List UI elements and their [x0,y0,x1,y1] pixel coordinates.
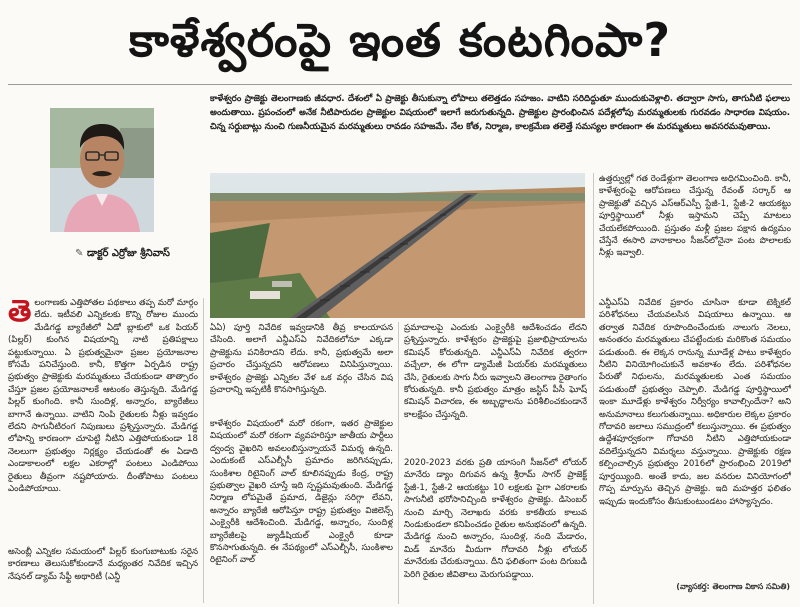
column-1-paragraph-2: అసెంబ్లీ ఎన్నికల సమయంలో పిల్లర్ కుంగుబాటుకు సరైన కారణాలు తెలుసుకోకుండానే మధ్యంతర నివేదిక ఇచ్చిన నేషనల్ డ్యామ్ సేఫ్టీ అథారిటీ (ఎన్డీ [8,547,198,582]
column-1-text: లంగాణకు ఎత్తిపోతల పథకాలు తప్ప మరో మార్గం లేదు. ఇటీవలి ఎన్నికలకు కొన్ని రోజుల ముందు మేడిగడ్డ బ్యారేజీలో ఏడో బ్లాకులో ఒక పియర్ (పిల్లర్) కుంగిన విషయాన్ని నాటి ప్రతిపక్షాలు పట్టుకున్నాయి. ఏ ప్రభుత్వమైనా ప్రజల ప్రయోజనాల కోసమే పనిచేస్తుంది. కానీ, కొత్తగా ఏర్పడిన రాష్ట్ర ప్రభుత్వం ప్రాజెక్టుకు మరమ్మతులు చేయకుండా తాత్సారం చేస్తూ ప్రజల ప్రయోజనాలకే ఆటంకం తెస్తున్నది. మేడిగడ్డ పిల్లర్ కుంగింది. కానీ సుందిళ్ల, అన్నారం, బ్యారేజీలు బాగానే ఉన్నాయి. వాటిని నింపి రైతులకు నీళ్లు ఇవ్వడం లేదని సాగునీటిరంగ నిపుణులు ప్రశ్నిస్తున్నారు. మేడిగడ్డ లోపాన్ని కారణంగా చూపెట్టి నీటిని ఎత్తిపోయకుండా 18 నెలలుగా ప్రభుత్వం నిర్లక్ష్యం చేయడంతో ఈ ఏడాది ఎండాకాలంలో లక్షల ఎకరాల్లో పంటలు ఎండిపోయి రైతులు తీవ్రంగా నష్టపోయారు. దీంతోపాటు పంటలు ఎండిపోయాయి. [8,298,198,495]
column-divider [398,322,399,604]
headline-divider [8,84,792,85]
lead-paragraph: కాళేశ్వరం ప్రాజెక్టు తెలంగాణకు జీవధార. దేశంలో ఏ ప్రాజెక్టు తీసుకున్నా లోపాలు తలెత్తడం సహజం. వాటిని సరిదిద్దుతూ ముందుకువెళ్లాలి. తద్వారా సాగు, తాగునీటి ఫలాలు అందుతాయి. ప్రపంచంలో అనేక నీటిపారుదల ప్రాజెక్టుల విషయంలో ఇలాగే జరుగుతున్నది. ప్రాజెక్టుల ప్రారంభించిన పదేళ్లలోపు మరమ్మతులకు గురవడం సాధారణ విషయం. చిన్న సర్దుబాట్లు నుంచి గుణనీయమైన మరమ్మతులు రావడం సహజమే. నేల కోత, నిర్మాణ, కాలక్రమేణ తలెత్తే సమస్యల కారణంగా ఈ మరమ్మతులు అవసరమవుతాయి. [210,94,790,132]
pen-icon: ✎ [75,248,87,259]
column-2-paragraph-2: కాళేశ్వరం విషయంలో మరో రకంగా, ఇతర ప్రాజెక్టుల విషయంలో మరో రకంగా వ్యవహరిస్తూ జాతీయ పార్టీలు ద్వంద్వ వైఖరిని అవలంబిస్తున్నాయనే విమర్శ ఉన్నది. ఎందుకంటే ఎస్ఎల్బీసీ ప్రమాదం జరిగినప్పుడు, సుంకిశాల రిటైనింగ్ వాల్ కూలినప్పుడు కేంద్ర, రాష్ట్ర ప్రభుత్వాల వైఖరి చూస్తే ఇది స్పష్టమవుతుంది. మేడిగడ్డ నిర్మాణ లోపమైతే ప్రమాద, డిజైన్లు సరిగ్గా లేవని, అన్నారం బ్యారేజీ ఆరోపిస్తూ రాష్ట్ర ప్రభుత్వం విజిలెన్స్ ఎంక్వైరీకి ఆదేశించింది. మేడిగడ్డ, అన్నారం, సుందిళ్ల బ్యారేజీలపై జ్యుడీషియల్ ఎంక్వైరీ కూడా కొనసాగుతున్నది. ఈ నేపథ్యంలో ఎస్ఎల్బీసీ, సుంకిశాల రిటైనింగ్ వాల్ [210,419,393,566]
barrage-photo [210,173,585,318]
column-2-paragraph-1: ఏఏ) పూర్తి నివేదిక ఇవ్వడానికి తీవ్ర కాలయాపన చేసింది. అలాగే ఎన్డీఎస్ఏ నివేదికలోనూ ఎక్కడా ప్రాజెక్టును పనికిరాదని లేదు. కానీ, ప్రభుత్వమే అలా ప్రచారం చేస్తున్నదని ఆరోపణలు వినిపిస్తున్నాయి. కాళేశ్వరం ప్రాజెక్టు ఎన్నికల వేళ ఒక వర్గం చేసిన విష ప్రచారాన్ని ఇప్పటికీ కొనసాగిస్తున్నది. [210,323,393,396]
column-3-paragraph-2: 2020-2023 వరకు ప్రతి యాసంగి సీజన్‌లో లోయర్ మానేరు డ్యాం దిగువన ఉన్న శ్రీరామ్ సాగర్ ప్రాజెక్ట్ స్టేజీ-1, స్టేజీ-2 ఆయకట్టు 10 లక్షలకు పైగా ఎకరాలకు సాగునీటి భరోసానిచ్చింది కాళేశ్వరం ప్రాజెక్టు. డిసెంబర్ నుంచి మార్చి నెలాఖరు వరకు కాకతీయ కాలువ నిండుకుండలా కనిపించడం రైతుల అనుభవంలో ఉన్నది. మేడిగడ్డ నుంచి అన్నారం, సుందిళ్ల, నంది మేడారం, మిడ్ మానేరు మీదుగా గోదావరి నీళ్లు లోయర్ మానేరుకు చేరుకున్నాయి. దీని ఫలితంగా పంట దిగుబడి పెరిగి రైతుల జీవితాలు మెరుగుపడ్డాయి. [404,458,587,580]
author-credit: (వ్యాసకర్త: తెలంగాణ వికాస సమితి) [676,582,790,591]
author-byline [40,247,205,261]
column-4-paragraph-1: ఉత్తర్వుల్లో గత రెండేళ్లుగా తెలంగాణ అధిగమించింది. కానీ, కాళేశ్వరంపై ఆరోపణలు చేస్తున్న రేవంత్ సర్కార్ ఆ ప్రాజెక్టుతో వచ్చిన ఎస్ఆర్ఎస్పీ స్టేజీ-1, స్టేజీ-2 ఆయకట్టు పూర్తిస్థాయిలో నీళ్లు ఇస్తామని చెప్పే మాటలు చేయలేకపోయింది. ప్రస్తుతం మళ్లీ ప్రజల పక్షాన ఉద్యమం చేస్తేనే ఈసారి వానాకాలం సీజన్‌లోనైనా పంట పొలాలకు నీళ్లు ఇవ్వాలి. [599,174,791,259]
drop-cap: తె [8,297,32,329]
headline: కాళేశ్వరంపై ఇంత కంటగింపా? [128,13,672,67]
column-divider [593,173,594,604]
column-divider [203,298,204,603]
column-1-paragraph-1 [8,297,198,541]
author-photo [50,108,154,232]
column-3-paragraph-1: ప్రమాదాలపై ఎందుకు ఎంక్వైరీకి ఆదేశించడం లేదని ప్రశ్నిస్తున్నారు. కాళేశ్వరం ప్రాజెక్టుపై ప్రజాభిప్రాయాలను కమిషన్ కోరుతున్నది. ఎన్డీఎస్ఏ నివేదిక త్వరగా వచ్చేలా, ఈ లోగా డ్యామేజీ పియర్‌కు మరమ్మతులు చేసి, రైతులకు సాగు నీరు ఇవ్వాలని తెలంగాణ రైతాంగం కోరుతున్నది. కానీ ప్రభుత్వం మాత్రం జస్టిస్ పీసీ ఘోష్ కమిషన్ విచారణ, ఈ అబ్బద్ధాలను పరిశీలించకుండానే కాలక్షేపం చేస్తున్నది. [404,323,587,420]
column-4-paragraph-2: ఎన్డీఎస్ఏ నివేదిక ప్రకారం చూసినా కూడా టెక్నికల్ పరిశోధనలు చేయవలసిన విషయాలు ఉన్నాయి. ఆ తర్వాత నివేదిక రూపొందించేందుకు నాలుగు నెలలు, అనంతరం మరమ్మతులు చేపట్టేందుకు మరికొంత సమయం పడుతుంది. ఈ లెక్కన రానున్న మూడేళ్ల పాటు కాళేశ్వరం నీటిని వినియోగించుకునే అవకాశం లేదు. పరిశోధనల పేరుతో నిధులను, మరమ్మతులకు ఎంత సమయం పడుతుందో ప్రభుత్వం చెప్పాలి. మేడిగడ్డ పూర్తిస్థాయిలో ఇంకా మూడేళ్లు కాళేశ్వరం నిర్వీర్యం కావాల్సిందేనా? అని అనుమానాలు కలుగుతున్నాయి. అధికారుల లెక్కల ప్రకారం గోదావరి జలాలు సముద్రంలో కలుస్తున్నాయి. ఈ ప్రభుత్వం ఉద్దేశపూర్వకంగా గోదావరి నీటిని ఎత్తిపోయకుండా వదిలేస్తున్నదని విమర్శలు వస్తున్నాయి. ప్రాజెక్టుకు రక్షణ కల్పించాల్సిన ప్రభుత్వం 2016లో ప్రారంభించి 2019లో పూర్తయ్యింది. అంతే కాదు, జల వనరుల వినియోగంలో గొప్ప మార్పును తెచ్చిన ప్రాజెక్టు. ఇది మహత్తర ఫలితం ఇప్పుడు ఇందుకోసం తీసుకుంటుండటం హాస్యాస్పదం. [599,298,791,507]
author-name: డాక్టర్ ఎర్రోజు శ్రీనివాస్ [86,248,170,259]
